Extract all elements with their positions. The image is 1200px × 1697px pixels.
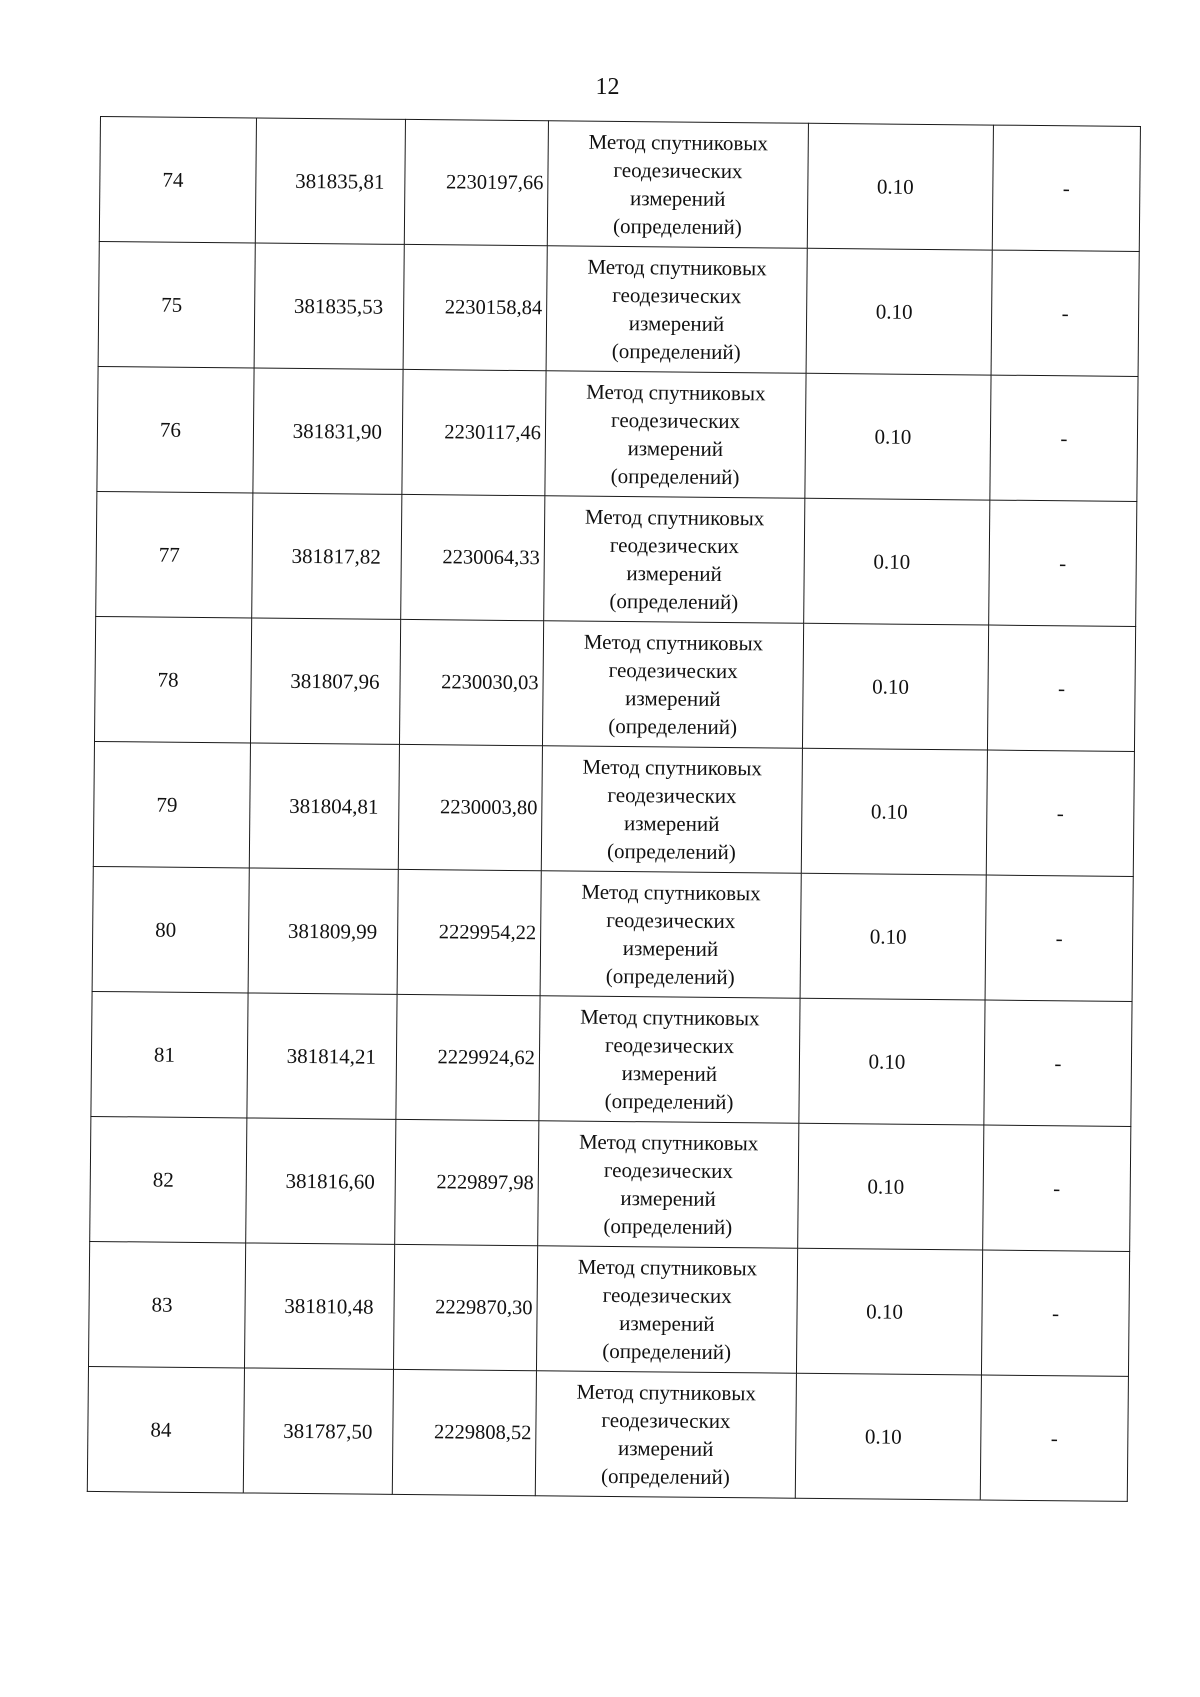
- point-number-cell: 83: [88, 1241, 245, 1367]
- method-cell: [541, 746, 802, 873]
- method-cell: [536, 1246, 797, 1373]
- table-row: [94, 616, 1135, 751]
- note-cell: -: [991, 250, 1139, 376]
- y-coordinate-cell: 2229897,98: [395, 1119, 539, 1245]
- method-line: измерений: [619, 1311, 715, 1336]
- accuracy-cell: 0.10: [804, 498, 990, 625]
- method-line: Метод спутниковых: [578, 1129, 759, 1156]
- method-cell: [535, 1371, 796, 1498]
- note-cell: -: [985, 875, 1133, 1001]
- point-number-cell: 80: [92, 866, 249, 992]
- point-number-cell: 76: [97, 366, 254, 492]
- accuracy-cell: 0.10: [800, 873, 986, 1000]
- method-line: (определений): [611, 338, 741, 365]
- method-line: (определений): [612, 213, 742, 240]
- method-line: (определений): [606, 838, 736, 865]
- method-line: (определений): [602, 1338, 732, 1365]
- table-row: [98, 241, 1139, 376]
- method-cell: [545, 371, 806, 498]
- method-line: измерений: [620, 1186, 716, 1211]
- y-coordinate-cell: 2230158,84: [403, 244, 547, 370]
- method-line: (определений): [610, 463, 740, 490]
- method-line: Метод спутниковых: [576, 1379, 757, 1406]
- method-line: геодезических: [606, 907, 736, 934]
- x-coordinate-cell: 381817,82: [252, 493, 402, 619]
- method-line: геодезических: [609, 532, 740, 559]
- note-cell: -: [984, 1000, 1132, 1126]
- method-line: геодезических: [607, 782, 737, 809]
- x-coordinate-cell: 381835,81: [255, 118, 405, 244]
- note-cell: -: [986, 750, 1134, 876]
- x-coordinate-cell: 381814,21: [247, 993, 397, 1119]
- method-cell: [544, 496, 805, 623]
- table-row: [96, 491, 1137, 626]
- note-cell: -: [981, 1250, 1129, 1376]
- x-coordinate-cell: 381807,96: [250, 618, 400, 744]
- method-line: Метод спутниковых: [588, 129, 769, 156]
- accuracy-cell: 0.10: [801, 748, 987, 875]
- method-line: измерений: [628, 311, 725, 337]
- y-coordinate-cell: 2230197,66: [404, 119, 548, 245]
- method-line: измерений: [622, 936, 719, 961]
- method-line: геодезических: [604, 1032, 735, 1059]
- method-line: Метод спутниковых: [583, 629, 764, 656]
- note-cell: -: [992, 125, 1140, 251]
- method-line: (определений): [605, 963, 735, 990]
- accuracy-cell: 0.10: [807, 123, 993, 250]
- method-line: Метод спутниковых: [581, 879, 761, 906]
- y-coordinate-cell: 2229870,30: [393, 1244, 537, 1370]
- method-cell: [538, 1121, 799, 1248]
- table-row: [88, 1241, 1129, 1376]
- method-cell: [540, 871, 801, 998]
- accuracy-cell: 0.10: [799, 998, 985, 1125]
- x-coordinate-cell: 381804,81: [249, 743, 399, 869]
- y-coordinate-cell: 2230003,80: [398, 744, 542, 870]
- x-coordinate-cell: 381835,53: [254, 243, 404, 369]
- method-line: измерений: [621, 1061, 718, 1086]
- method-line: Метод спутниковых: [577, 1254, 758, 1281]
- method-line: (определений): [604, 1088, 734, 1115]
- method-line: Метод спутниковых: [580, 1004, 760, 1031]
- point-number-cell: 75: [98, 241, 255, 367]
- x-coordinate-cell: 381787,50: [243, 1368, 393, 1494]
- accuracy-cell: 0.10: [798, 1123, 984, 1250]
- table-row: [91, 991, 1132, 1126]
- method-line: Метод спутниковых: [586, 379, 766, 406]
- method-line: (определений): [603, 1213, 733, 1240]
- note-cell: -: [980, 1375, 1128, 1501]
- y-coordinate-cell: 2229924,62: [396, 994, 540, 1120]
- point-number-cell: 74: [99, 117, 256, 243]
- method-line: геодезических: [613, 157, 743, 184]
- method-cell: [539, 996, 800, 1123]
- page-number: 12: [595, 74, 620, 100]
- method-line: измерений: [626, 561, 722, 586]
- method-line: геодезических: [610, 407, 741, 434]
- method-line: Метод спутниковых: [587, 254, 767, 281]
- note-cell: -: [990, 375, 1138, 501]
- method-line: геодезических: [601, 1407, 731, 1434]
- y-coordinate-cell: 2230064,33: [401, 494, 545, 620]
- y-coordinate-cell: 2229808,52: [392, 1369, 536, 1495]
- method-line: геодезических: [608, 657, 738, 684]
- point-number-cell: 77: [96, 491, 253, 617]
- method-cell: [547, 121, 808, 248]
- table-row: [92, 866, 1133, 1001]
- y-coordinate-cell: 2230117,46: [402, 369, 546, 495]
- point-number-cell: 82: [90, 1116, 247, 1242]
- method-line: измерений: [625, 686, 721, 711]
- method-line: геодезических: [612, 282, 742, 309]
- method-line: геодезических: [603, 1157, 734, 1184]
- method-line: геодезических: [602, 1282, 732, 1309]
- point-number-cell: 78: [94, 616, 251, 742]
- note-cell: -: [987, 625, 1135, 751]
- x-coordinate-cell: 381810,48: [244, 1243, 394, 1369]
- x-coordinate-cell: 381816,60: [246, 1118, 396, 1244]
- method-line: Метод спутниковых: [582, 754, 763, 781]
- method-line: измерений: [623, 811, 720, 836]
- accuracy-cell: 0.10: [805, 373, 991, 500]
- x-coordinate-cell: 381809,99: [248, 868, 398, 994]
- point-number-cell: 79: [93, 741, 250, 867]
- method-cell: [542, 621, 803, 748]
- table-row: [90, 1116, 1131, 1251]
- method-cell: [546, 246, 807, 373]
- x-coordinate-cell: 381831,90: [253, 368, 403, 494]
- note-cell: -: [989, 500, 1137, 626]
- method-line: (определений): [609, 588, 739, 615]
- method-line: (определений): [600, 1463, 730, 1490]
- point-number-cell: 84: [87, 1366, 244, 1492]
- coordinates-table: [87, 116, 1141, 1502]
- accuracy-cell: 0.10: [806, 248, 992, 375]
- table-row: [99, 117, 1140, 252]
- method-line: Метод спутниковых: [584, 504, 765, 531]
- accuracy-cell: 0.10: [795, 1373, 981, 1500]
- method-line: измерений: [617, 1436, 714, 1461]
- method-line: измерений: [629, 186, 726, 212]
- method-line: измерений: [627, 436, 724, 461]
- point-number-cell: 81: [91, 991, 248, 1117]
- method-line: (определений): [608, 713, 738, 740]
- y-coordinate-cell: 2229954,22: [397, 869, 541, 995]
- table-body: [87, 117, 1140, 1502]
- table-row: [93, 741, 1134, 876]
- y-coordinate-cell: 2230030,03: [399, 619, 543, 745]
- table-row: [87, 1366, 1128, 1501]
- table-row: [97, 366, 1138, 501]
- accuracy-cell: 0.10: [796, 1248, 982, 1375]
- accuracy-cell: 0.10: [802, 623, 988, 750]
- note-cell: -: [983, 1125, 1131, 1251]
